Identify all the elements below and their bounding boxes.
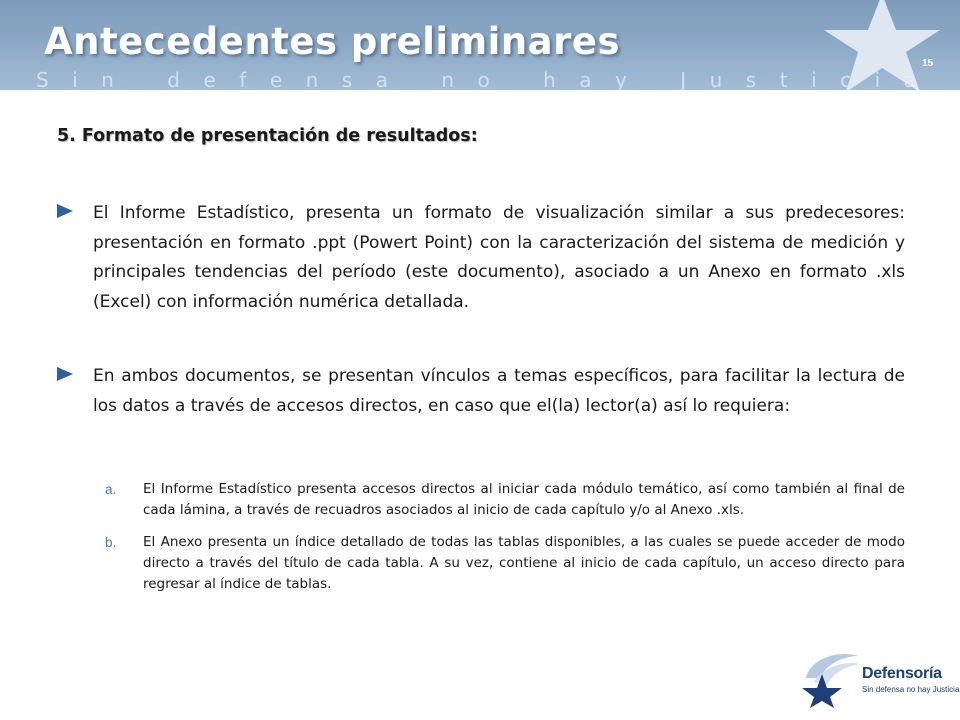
sub-item-letter: b.: [105, 535, 117, 550]
sub-list-item: [105, 532, 905, 595]
sub-item-letter: a.: [105, 482, 117, 497]
page-number: 15: [922, 58, 934, 69]
bullet-item: [57, 199, 905, 317]
sub-item-text: El Anexo presenta un índice detallado de todas las tablas disponibles, a las cuales se puede acceder de modo directo a través del título de cada tabla. A su vez, contiene al inicio de cada capítulo, un acceso directo para regresar al índice de tablas.: [143, 534, 905, 592]
bullet-text: En ambos documentos, se presentan vínculos a temas específicos, para facilitar la lectura de los datos a través de accesos directos, en caso que el(la) lector(a) así lo requiera:: [93, 366, 905, 416]
section-heading: 5. Formato de presentación de resultados:: [57, 126, 478, 146]
triangle-right-icon: [57, 367, 73, 381]
sub-item-text: El Informe Estadístico presenta accesos directos al iniciar cada módulo temático, así como también al final de cada lámina, a través de recuadros asociados al inicio de cada capítulo y/o al Anexo .xls.: [143, 481, 905, 518]
star-icon: [800, 0, 960, 90]
slide-header: [0, 0, 960, 90]
star-icon: [796, 648, 862, 708]
logo-tagline: Sin defensa no hay Justicia: [862, 685, 960, 694]
defensoria-logo: [796, 648, 960, 708]
header-tagline: Sin defensa no hay Justicia: [36, 68, 940, 90]
sub-list-item: [105, 479, 905, 521]
bullet-item: [57, 362, 905, 421]
triangle-right-icon: [57, 204, 73, 218]
bullet-text: El Informe Estadístico, presenta un formato de visualización similar a sus predecesores: presentación en formato .ppt (Powert Point) con la caracterización del sistema de medición y principales tendencias del período (este documento), asociado a un Anexo en formato .xls (Excel) con información numérica detallada.: [93, 203, 905, 312]
logo-name: Defensoría: [862, 665, 942, 682]
slide-title: Antecedentes preliminares: [44, 20, 620, 63]
